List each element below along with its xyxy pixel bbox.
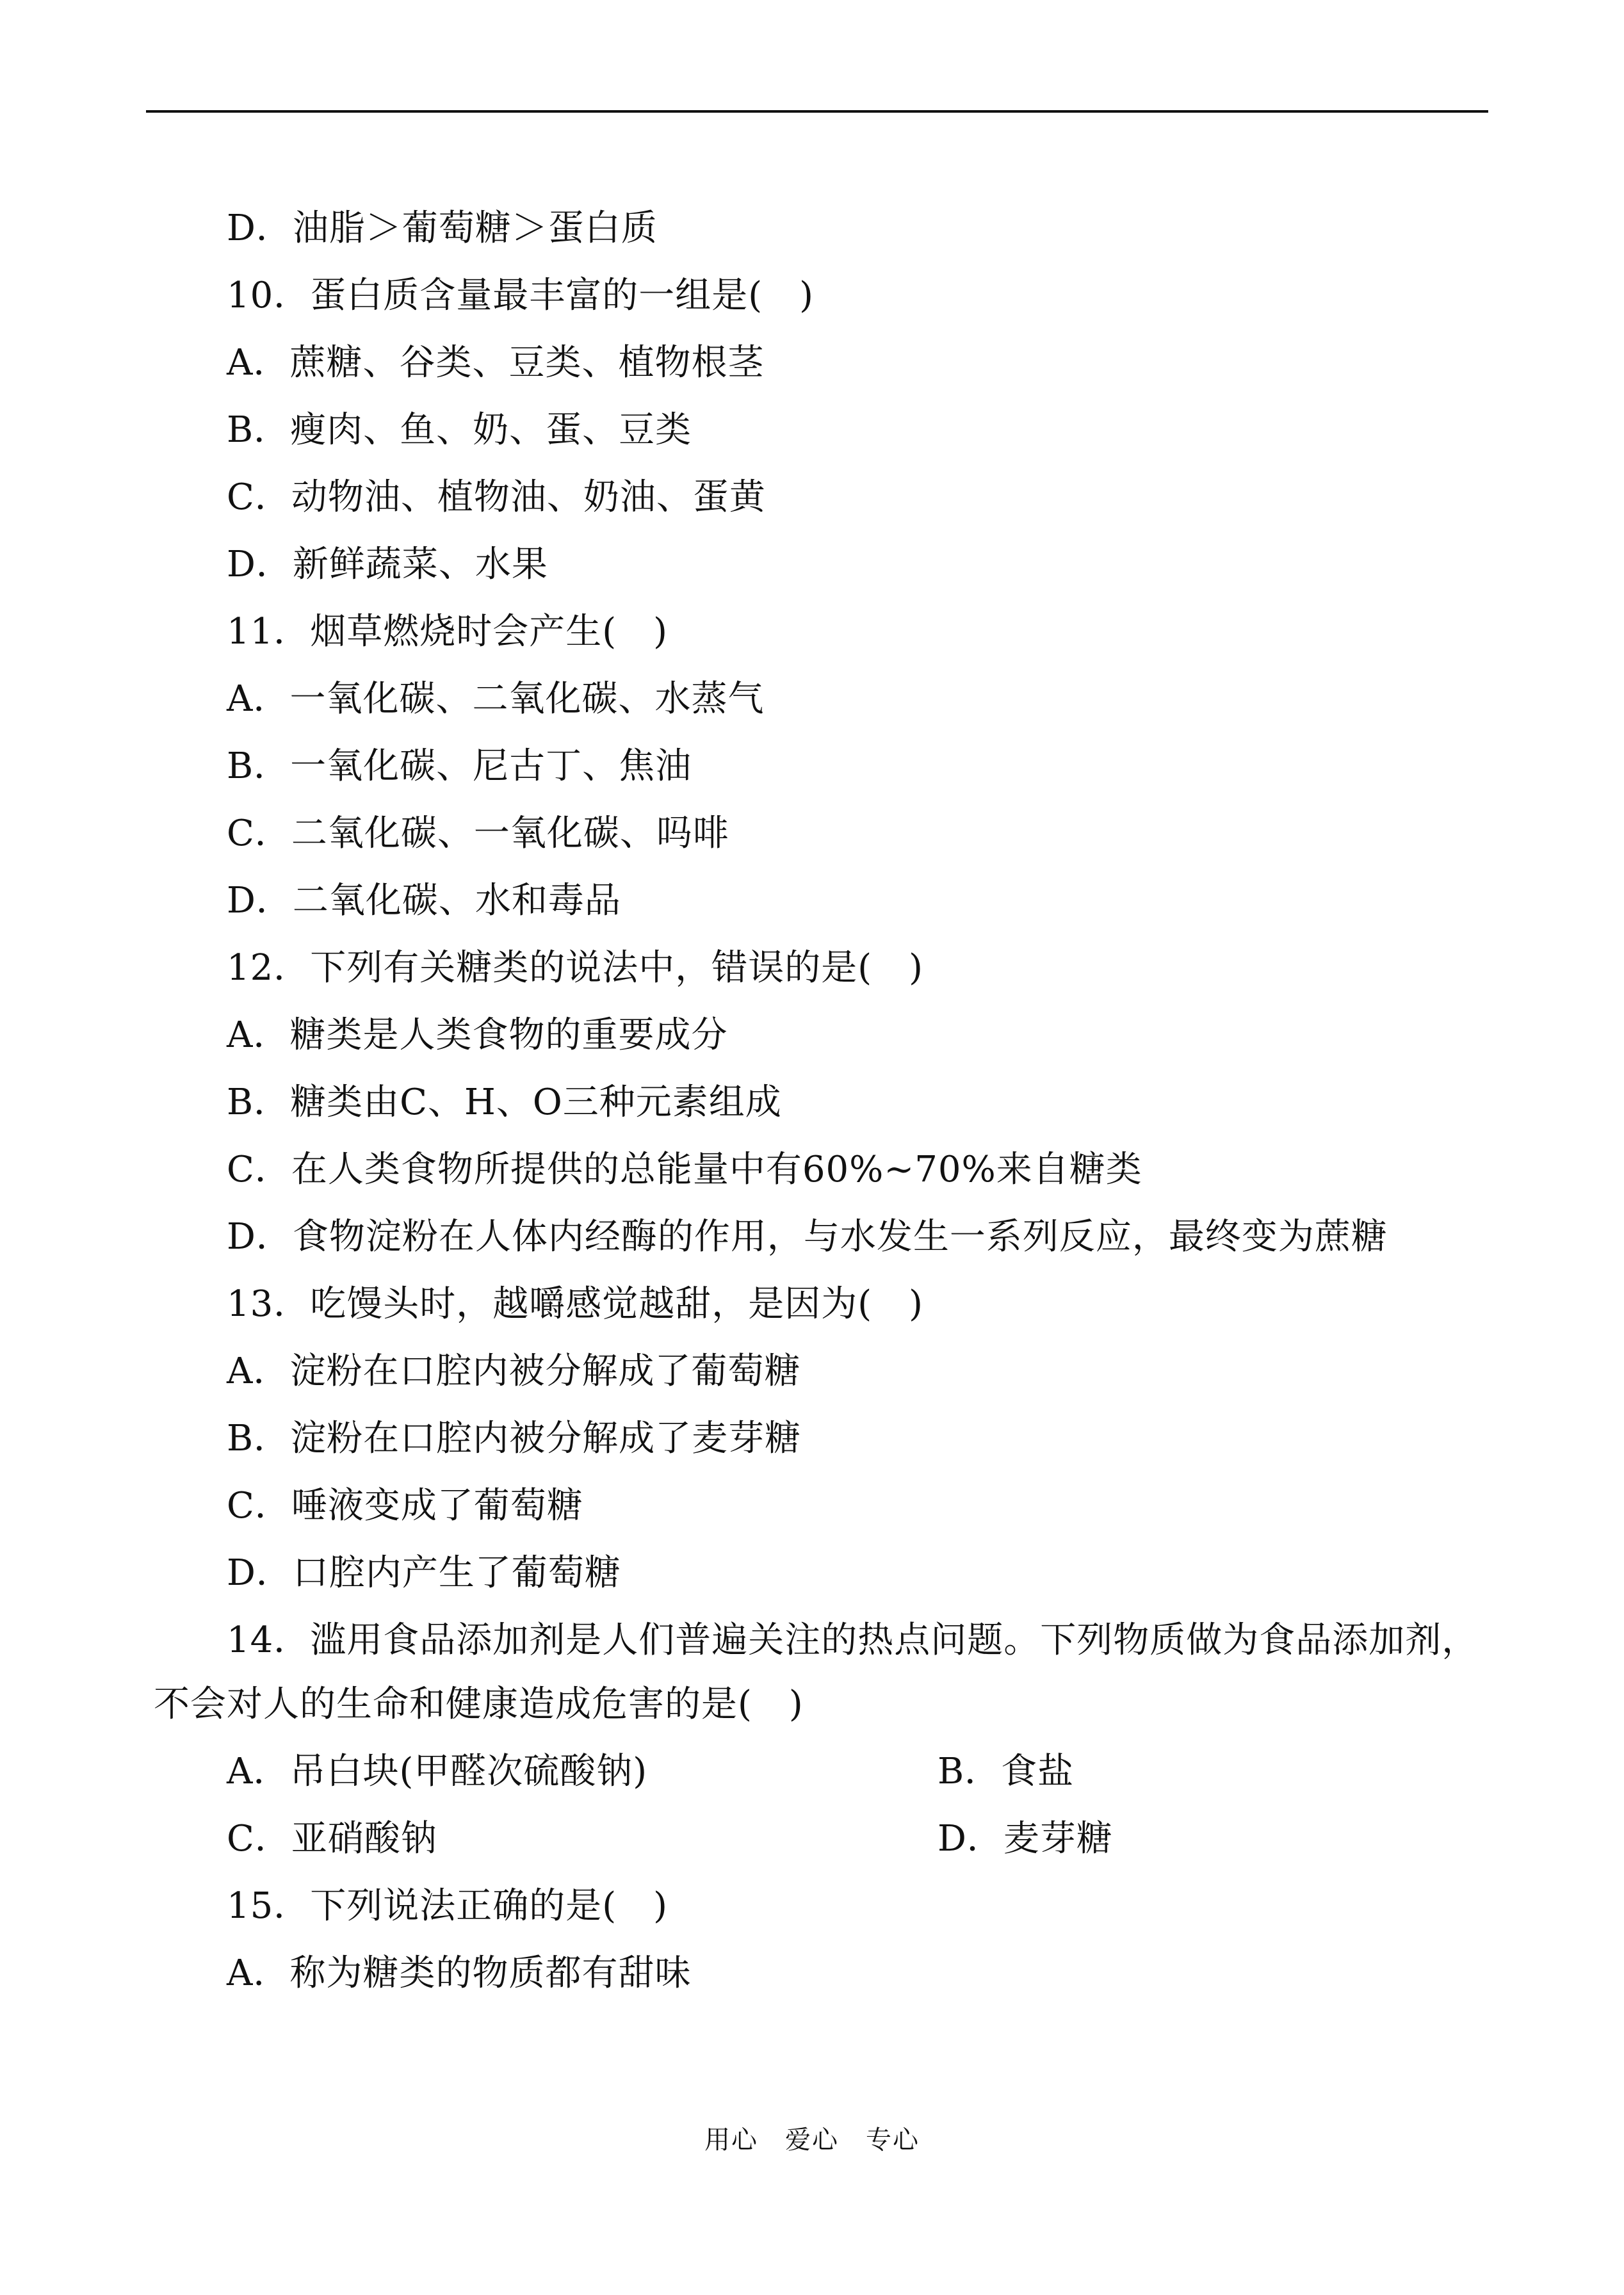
question-14: 14．滥用食品添加剂是人们普遍关注的热点问题。下列物质做为食品添加剂， bbox=[227, 1619, 1479, 1661]
option-9d: D．油脂＞葡萄糖＞蛋白质 bbox=[227, 207, 658, 249]
option-10d: D．新鲜蔬菜、水果 bbox=[227, 544, 548, 585]
option-11a: A．一氧化碳、二氧化碳、水蒸气 bbox=[227, 678, 765, 720]
option-11c: C．二氧化碳、一氧化碳、吗啡 bbox=[227, 813, 729, 854]
option-12c: C．在人类食物所提供的总能量中有60%~70%来自糖类 bbox=[227, 1149, 1142, 1190]
option-13a: A．淀粉在口腔内被分解成了葡萄糖 bbox=[227, 1350, 801, 1392]
option-10a: A．蔗糖、谷类、豆类、植物根茎 bbox=[227, 342, 765, 384]
option-15a: A．称为糖类的物质都有甜味 bbox=[227, 1952, 692, 1994]
page-footer: 用心 爱心 专心 bbox=[704, 2125, 920, 2155]
option-12d: D．食物淀粉在人体内经酶的作用，与水发生一系列反应，最终变为蔗糖 bbox=[227, 1216, 1388, 1258]
option-11d: D．二氧化碳、水和毒品 bbox=[227, 880, 621, 921]
question-14-continued: 不会对人的生命和健康造成危害的是( ) bbox=[154, 1683, 804, 1725]
header-rule bbox=[146, 110, 1488, 113]
question-13: 13．吃馒头时，越嚼感觉越甜，是因为( ) bbox=[227, 1283, 923, 1325]
option-14a: A．吊白块(甲醛次硫酸钠) bbox=[227, 1751, 648, 1792]
option-13d: D．口腔内产生了葡萄糖 bbox=[227, 1552, 621, 1594]
option-13c: C．唾液变成了葡萄糖 bbox=[227, 1485, 583, 1527]
option-10b: B．瘦肉、鱼、奶、蛋、豆类 bbox=[227, 409, 692, 451]
question-12: 12．下列有关糖类的说法中，错误的是( ) bbox=[227, 947, 923, 989]
option-11b: B．一氧化碳、尼古丁、焦油 bbox=[227, 745, 692, 787]
option-10c: C．动物油、植物油、奶油、蛋黄 bbox=[227, 476, 766, 518]
option-12a: A．糖类是人类食物的重要成分 bbox=[227, 1014, 728, 1056]
option-14d: D．麦芽糖 bbox=[938, 1818, 1113, 1860]
question-15: 15．下列说法正确的是( ) bbox=[227, 1885, 668, 1927]
question-10: 10．蛋白质含量最丰富的一组是( ) bbox=[227, 275, 814, 316]
option-12b: B．糖类由C、H、O三种元素组成 bbox=[227, 1082, 782, 1123]
option-13b: B．淀粉在口腔内被分解成了麦芽糖 bbox=[227, 1418, 802, 1459]
option-14b: B．食盐 bbox=[938, 1751, 1075, 1792]
question-11: 11．烟草燃烧时会产生( ) bbox=[227, 611, 668, 653]
option-14c: C．亚硝酸钠 bbox=[227, 1818, 437, 1860]
